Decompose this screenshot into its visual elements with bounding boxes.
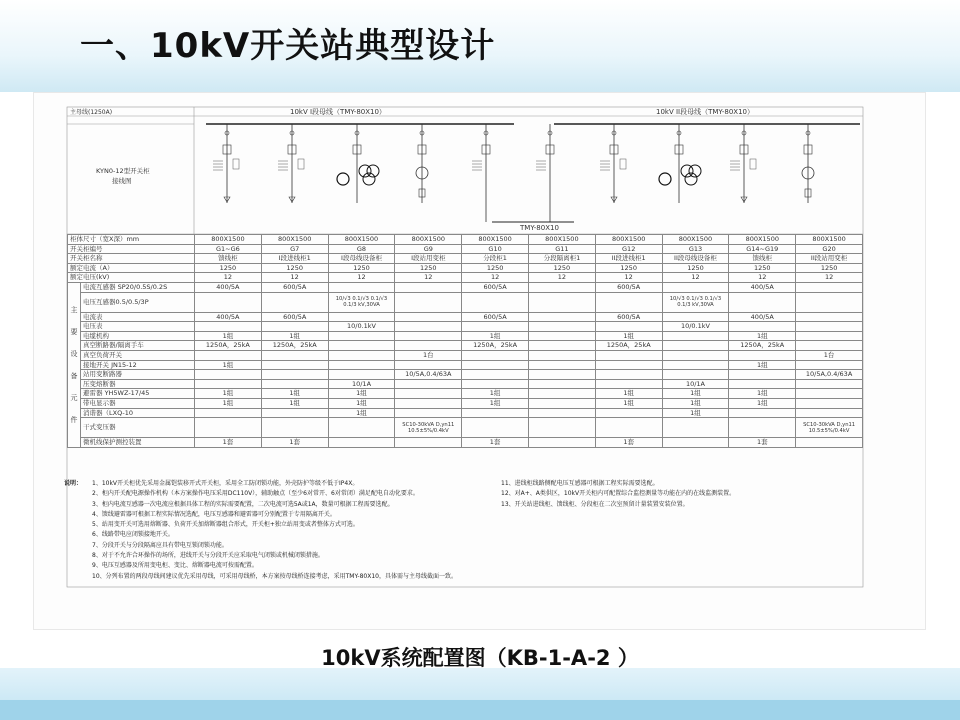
table-cell: 10/1A — [328, 379, 395, 389]
table-cell: 12 — [729, 273, 796, 283]
table-cell: 1250A，25kA — [261, 341, 328, 351]
table-cell: 600/5A — [462, 312, 529, 322]
note-item: 10、分列布置的两段母线间建议优先采用母线，可采用母线桥，本方案按母线桥连接考虑，采用TMY-80X10，具体需与主母线截面一致。 — [92, 572, 457, 580]
table-cell: 600/5A — [595, 312, 662, 322]
meter-symbol — [298, 159, 304, 169]
table-cell — [328, 418, 395, 438]
table-cell: G7 — [261, 244, 328, 254]
table-cell — [261, 292, 328, 312]
table-cell: 10/1A — [662, 379, 729, 389]
table-cell: 1250 — [796, 263, 863, 273]
table-cell — [595, 408, 662, 418]
table-cell: G12 — [595, 244, 662, 254]
table-row — [68, 360, 863, 370]
main-bus-label: 主母线(1250A) — [70, 109, 113, 116]
table-row — [68, 341, 863, 351]
table-cell: 12 — [528, 273, 595, 283]
table-cell: 10/√3 0.1/√3 0.1/√3 0.1/3 kV,30VA — [328, 292, 395, 312]
row-label: 开关柜编号 — [68, 244, 195, 254]
meter-symbol — [233, 159, 239, 169]
table-row — [68, 254, 863, 264]
table-cell — [328, 360, 395, 370]
table-row — [68, 370, 863, 380]
note-item: 1、10kV开关柜优先采用金属铠装移开式开关柜，采用全工防闭锁功能，外壳防护等级不低于IP4X。 — [92, 480, 359, 487]
table-cell — [662, 350, 729, 360]
table-cell — [662, 331, 729, 341]
table-cell — [462, 379, 529, 389]
table-row — [68, 438, 863, 448]
row-label: 电流表 — [81, 312, 195, 322]
table-cell — [395, 282, 462, 292]
table-cell: 800X1500 — [729, 235, 796, 245]
table-cell — [528, 408, 595, 418]
side-label: 主要设备元件 — [68, 282, 81, 447]
table-cell — [528, 292, 595, 312]
table-cell — [195, 350, 262, 360]
table-cell: 1250A，25kA — [462, 341, 529, 351]
arrester-symbol — [337, 173, 349, 185]
table-cell — [395, 360, 462, 370]
table-row — [68, 282, 863, 292]
row-label: 电压表 — [81, 322, 195, 332]
note-item: 6、线路带电应闭锁接地开关。 — [92, 531, 174, 539]
table-cell: G1~G6 — [195, 244, 262, 254]
table-cell — [462, 418, 529, 438]
table-row — [68, 263, 863, 273]
table-cell — [528, 312, 595, 322]
table-cell — [729, 322, 796, 332]
table-cell — [729, 408, 796, 418]
table-cell — [395, 292, 462, 312]
cabinet-type-label-1: KYN0-12型开关柜 — [96, 167, 150, 175]
table-cell: 400/5A — [729, 312, 796, 322]
table-cell — [796, 322, 863, 332]
table-row — [68, 408, 863, 418]
table-cell — [729, 370, 796, 380]
equipment-table — [67, 234, 863, 448]
table-cell: 1组 — [328, 408, 395, 418]
table-cell — [395, 389, 462, 399]
table-cell: I段进线柜1 — [261, 254, 328, 264]
table-cell: II段进线柜1 — [595, 254, 662, 264]
table-cell — [528, 379, 595, 389]
table-cell — [462, 292, 529, 312]
table-cell: G11 — [528, 244, 595, 254]
table-cell — [462, 360, 529, 370]
notes-heading: 说明： — [64, 480, 83, 487]
table-cell: 10/0.1kV — [662, 322, 729, 332]
notes-right — [501, 479, 901, 510]
table-row — [68, 235, 863, 245]
table-cell — [328, 331, 395, 341]
table-cell: 600/5A — [261, 282, 328, 292]
table-cell — [595, 360, 662, 370]
table-row — [68, 379, 863, 389]
table-cell: 1250 — [662, 263, 729, 273]
table-cell: 1组 — [195, 331, 262, 341]
table-cell: 12 — [395, 273, 462, 283]
meter-symbol — [620, 159, 626, 169]
table-cell — [395, 341, 462, 351]
table-cell — [261, 408, 328, 418]
row-label: 电缆机构 — [81, 331, 195, 341]
table-cell — [528, 331, 595, 341]
table-cell — [528, 398, 595, 408]
table-cell: 600/5A — [261, 312, 328, 322]
table-cell — [261, 418, 328, 438]
table-cell: 1组 — [595, 389, 662, 399]
table-cell — [395, 398, 462, 408]
table-cell: 1套 — [261, 438, 328, 448]
table-cell: I段母线设备柜 — [328, 254, 395, 264]
drawing-sheet — [33, 92, 926, 630]
row-label: 电流互感器 SP20/0.5S/0.2S — [81, 282, 195, 292]
table-cell — [528, 370, 595, 380]
table-cell — [195, 418, 262, 438]
table-cell: 10/0.1kV — [328, 322, 395, 332]
table-cell: 1套 — [595, 438, 662, 448]
table-cell — [662, 341, 729, 351]
table-cell — [261, 379, 328, 389]
table-cell — [796, 282, 863, 292]
table-cell — [662, 418, 729, 438]
table-cell: 1套 — [729, 438, 796, 448]
table-cell — [662, 370, 729, 380]
table-cell — [528, 322, 595, 332]
table-row — [68, 312, 863, 322]
table-cell: 12 — [328, 273, 395, 283]
table-cell: 800X1500 — [462, 235, 529, 245]
row-label: 额定电压(kV) — [68, 273, 195, 283]
table-cell — [796, 341, 863, 351]
tie-bus-label: TMY-80X10 — [520, 224, 559, 232]
table-cell: 1250A，25kA — [595, 341, 662, 351]
table-cell — [395, 331, 462, 341]
table-cell: 1组 — [662, 408, 729, 418]
table-cell — [261, 360, 328, 370]
bus2-label: 10kV II段母线（TMY-80X10） — [656, 108, 754, 116]
row-label: 站用变断路器 — [81, 370, 195, 380]
table-cell — [595, 379, 662, 389]
note-item: 11、进线柜线路侧配电压互感器可根据工程实际需要选配。 — [501, 480, 659, 487]
table-row — [68, 418, 863, 438]
note-item: 4、馈线避雷器可根据工程实际情况选配，电压互感器和避雷器可分别配置于专用隔离开关。 — [92, 510, 336, 518]
row-label: 真空断路器/隔离手车 — [81, 341, 195, 351]
table-cell: 400/5A — [195, 312, 262, 322]
table-cell: 1组 — [261, 331, 328, 341]
table-cell: 1组 — [729, 398, 796, 408]
note-item: 9、电压互感器及所用变电柜、变比、熔断器电流可按需配置。 — [92, 562, 258, 570]
table-cell — [195, 370, 262, 380]
row-label: 带电显示器 — [81, 398, 195, 408]
meter-symbol — [750, 159, 756, 169]
table-cell: 800X1500 — [328, 235, 395, 245]
table-cell: 800X1500 — [261, 235, 328, 245]
table-cell: 1组 — [595, 398, 662, 408]
table-cell — [528, 438, 595, 448]
table-cell: 1套 — [195, 438, 262, 448]
row-label: 电压互感器0.5/0.5/3P — [81, 292, 195, 312]
note-item: 8、对于不允许合环操作的场所，进线开关与分段开关应采取电气闭锁或机械闭锁措施。 — [92, 552, 324, 560]
table-cell — [528, 282, 595, 292]
table-cell: 1组 — [195, 398, 262, 408]
table-cell — [729, 418, 796, 438]
table-cell: G8 — [328, 244, 395, 254]
table-cell: 1250 — [462, 263, 529, 273]
table-cell: 1组 — [729, 331, 796, 341]
table-cell — [195, 322, 262, 332]
table-cell — [528, 350, 595, 360]
table-cell — [796, 398, 863, 408]
table-cell: 10/5A,0.4/63A — [395, 370, 462, 380]
table-cell — [328, 312, 395, 322]
table-cell — [328, 370, 395, 380]
table-row — [68, 273, 863, 283]
row-label: 干式变压器 — [81, 418, 195, 438]
table-row — [68, 350, 863, 360]
table-cell — [395, 312, 462, 322]
table-cell: 12 — [462, 273, 529, 283]
note-item: 12、对A+、A类供区，10kV开关柜内可配置综合监控测量等功能在内的在线监测装置。 — [501, 490, 736, 498]
table-cell: 1250 — [528, 263, 595, 273]
table-cell: G13 — [662, 244, 729, 254]
table-cell: 1组 — [729, 360, 796, 370]
table-cell — [462, 322, 529, 332]
note-item: 3、柜内电流互感器一次电流应根据具体工程的实际需要配置，二次电流可选5A或1A，数量可根据工程需要选配。 — [92, 500, 394, 508]
table-cell — [528, 360, 595, 370]
table-cell — [328, 341, 395, 351]
table-cell: 1250 — [328, 263, 395, 273]
table-cell: G20 — [796, 244, 863, 254]
table-cell: I段站用变柜 — [395, 254, 462, 264]
table-cell — [528, 418, 595, 438]
table-cell — [395, 322, 462, 332]
table-cell: 1台 — [395, 350, 462, 360]
table-cell — [662, 360, 729, 370]
table-cell — [395, 408, 462, 418]
table-cell — [261, 370, 328, 380]
table-row — [68, 292, 863, 312]
table-cell — [462, 370, 529, 380]
table-cell — [796, 389, 863, 399]
table-cell: 1组 — [462, 331, 529, 341]
table-cell: 1套 — [462, 438, 529, 448]
table-cell — [595, 370, 662, 380]
table-cell — [595, 322, 662, 332]
table-cell: 12 — [595, 273, 662, 283]
table-row — [68, 389, 863, 399]
table-cell: 1组 — [662, 389, 729, 399]
table-cell: II段站用变柜 — [796, 254, 863, 264]
table-cell: 1250 — [595, 263, 662, 273]
table-cell: 12 — [662, 273, 729, 283]
table-row — [68, 398, 863, 408]
table-cell — [662, 312, 729, 322]
table-cell: 1组 — [195, 360, 262, 370]
table-cell — [195, 379, 262, 389]
table-cell: 1250A，25kA — [195, 341, 262, 351]
row-label: 开关柜名称 — [68, 254, 195, 264]
table-cell — [662, 438, 729, 448]
table-cell — [528, 341, 595, 351]
table-cell — [528, 389, 595, 399]
table-cell — [796, 438, 863, 448]
table-cell: 800X1500 — [528, 235, 595, 245]
table-row — [68, 322, 863, 332]
table-cell — [796, 408, 863, 418]
table-cell: 1250 — [395, 263, 462, 273]
table-cell: 1组 — [328, 398, 395, 408]
table-cell — [328, 438, 395, 448]
row-label: 微机线保护测控装置 — [81, 438, 195, 448]
row-label: 消谐器（LXQ-10 — [81, 408, 195, 418]
table-cell: 800X1500 — [796, 235, 863, 245]
table-cell: 1组 — [195, 389, 262, 399]
note-item: 5、站用变开关可选用熔断器、负荷开关加熔断器组合形式，开关柜+独立站用变或者整体方式可选。 — [92, 521, 359, 529]
table-cell: 1台 — [796, 350, 863, 360]
table-cell: 1250 — [729, 263, 796, 273]
table-cell: 1组 — [595, 331, 662, 341]
table-row — [68, 331, 863, 341]
table-cell: 1组 — [662, 398, 729, 408]
table-cell: 800X1500 — [395, 235, 462, 245]
table-cell — [328, 350, 395, 360]
table-cell — [729, 379, 796, 389]
table-cell: 馈线柜 — [195, 254, 262, 264]
table-cell: 1组 — [729, 389, 796, 399]
table-cell: 1250 — [195, 263, 262, 273]
row-label: 避雷器 YH5WZ-17/45 — [81, 389, 195, 399]
table-cell: 12 — [195, 273, 262, 283]
table-cell — [195, 292, 262, 312]
notes-left — [64, 479, 484, 580]
table-cell — [195, 408, 262, 418]
table-cell — [796, 360, 863, 370]
table-cell: 1组 — [328, 389, 395, 399]
row-label: 真空负荷开关 — [81, 350, 195, 360]
footer-stripe — [0, 700, 960, 720]
table-cell — [395, 379, 462, 389]
row-label: 压变熔断器 — [81, 379, 195, 389]
table-cell: 12 — [261, 273, 328, 283]
table-cell: II段母线设备柜 — [662, 254, 729, 264]
note-item: 7、分段开关与分段隔离应具有带电互锁闭锁功能。 — [92, 541, 228, 549]
table-cell: 1组 — [261, 389, 328, 399]
table-cell: G14~G19 — [729, 244, 796, 254]
table-cell — [796, 379, 863, 389]
arrester-symbol — [659, 173, 671, 185]
table-cell — [595, 418, 662, 438]
bus1-label: 10kV I段母线（TMY-80X10） — [290, 108, 386, 116]
table-cell: 800X1500 — [595, 235, 662, 245]
table-cell: 400/5A — [195, 282, 262, 292]
table-cell — [595, 292, 662, 312]
table-cell: SC10-30kVA D,yn11 10.5±5%/0.4kV — [395, 418, 462, 438]
table-cell: G9 — [395, 244, 462, 254]
table-cell: 12 — [796, 273, 863, 283]
table-cell: 1组 — [462, 398, 529, 408]
table-cell — [395, 438, 462, 448]
table-cell — [796, 331, 863, 341]
table-cell: 1250A，25kA — [729, 341, 796, 351]
row-label: 接地开关 JN15-12 — [81, 360, 195, 370]
table-cell: 1组 — [462, 389, 529, 399]
slide-title: 一、10kV开关站典型设计 — [80, 26, 496, 66]
table-cell: SC10-30kVA D,yn11 10.5±5%/0.4kV — [796, 418, 863, 438]
table-cell: 分段隔离柜1 — [528, 254, 595, 264]
diagram-caption: 10kV系统配置图（KB-1-A-2 ） — [321, 646, 639, 670]
table-cell: 600/5A — [462, 282, 529, 292]
table-cell: 1组 — [261, 398, 328, 408]
row-label: 额定电流（A） — [68, 263, 195, 273]
row-label: 柜体尺寸（宽X深）mm — [68, 235, 195, 245]
table-cell: 馈线柜 — [729, 254, 796, 264]
table-cell — [595, 350, 662, 360]
table-cell — [729, 350, 796, 360]
table-cell — [462, 350, 529, 360]
table-cell — [796, 312, 863, 322]
table-cell — [261, 322, 328, 332]
table-cell: 800X1500 — [195, 235, 262, 245]
table-cell: G10 — [462, 244, 529, 254]
table-cell — [662, 282, 729, 292]
table-cell — [729, 292, 796, 312]
table-cell — [261, 350, 328, 360]
table-cell: 600/5A — [595, 282, 662, 292]
table-cell — [328, 282, 395, 292]
table-cell: 400/5A — [729, 282, 796, 292]
cabinet-type-label-2: 接线图 — [112, 177, 132, 185]
table-cell: 10/√3 0.1/√3 0.1/√3 0.1/3 kV,30VA — [662, 292, 729, 312]
table-cell: 800X1500 — [662, 235, 729, 245]
table-cell: 分段柜1 — [462, 254, 529, 264]
table-cell — [796, 292, 863, 312]
table-cell — [462, 408, 529, 418]
note-item: 13、开关站进线柜、馈线柜、分段柜在二次室预留计量装置安装位置。 — [501, 500, 689, 508]
note-item: 2、柜内开关配电源操作机构（本方案操作电压采用DC110V），辅助触点（至少6对常开、6对常闭）满足配电自动化要求。 — [92, 490, 419, 498]
table-cell: 10/5A,0.4/63A — [796, 370, 863, 380]
table-cell: 1250 — [261, 263, 328, 273]
table-row — [68, 244, 863, 254]
